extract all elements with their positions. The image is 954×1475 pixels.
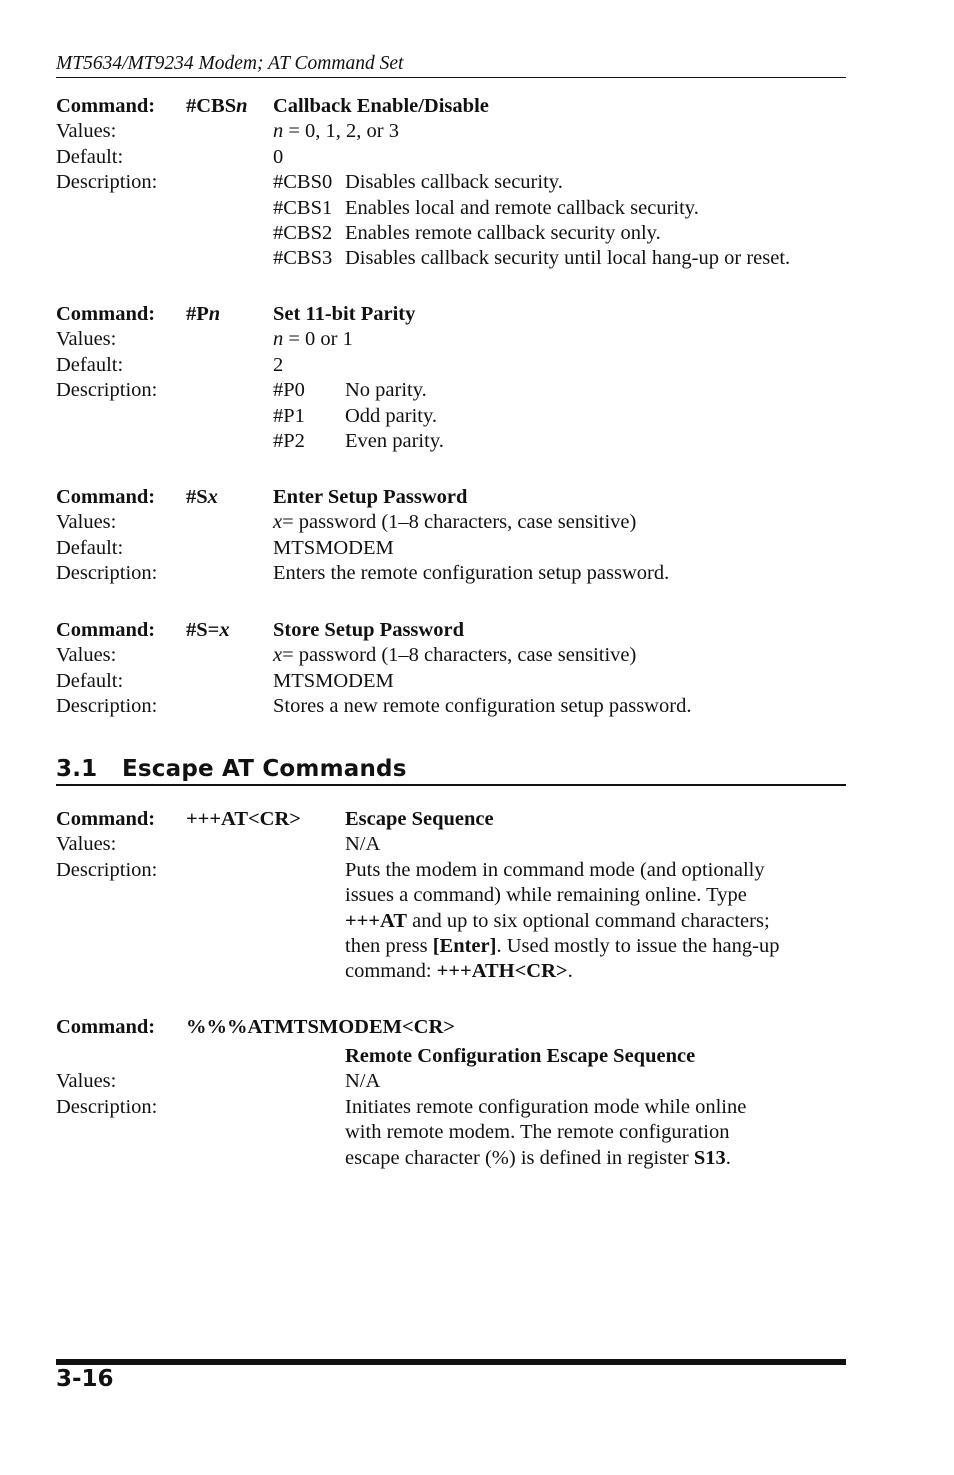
description-line: Initiates remote configuration mode while online [345, 1095, 747, 1118]
command-title: Enter Setup Password [273, 486, 468, 508]
values-text: n = 0, 1, 2, or 3 [273, 120, 400, 143]
description-text: Enters the remote configuration setup password. [273, 562, 670, 585]
description-line: Puts the modem in command mode (and optionally [345, 858, 765, 881]
command-title: Set 11-bit Parity [273, 303, 416, 325]
default-value: MTSMODEM [273, 669, 394, 692]
description-text: Stores a new remote configuration setup password. [273, 695, 692, 718]
description-label: Description: [56, 562, 158, 585]
default-value: 0 [273, 145, 284, 168]
values-text: N/A [345, 1070, 381, 1093]
default-label: Default: [56, 353, 124, 376]
option-code: #P0 [273, 379, 305, 402]
description-label: Description: [56, 695, 158, 718]
values-label: Values: [56, 120, 117, 143]
option-text: Disables callback security until local hang-up or reset. [345, 247, 791, 270]
values-label: Values: [56, 644, 117, 667]
option-code: #CBS3 [273, 247, 333, 270]
running-header: MT5634/MT9234 Modem; AT Command Set [56, 52, 846, 78]
command-label: Command: [56, 808, 156, 830]
option-text: Enables local and remote callback security. [345, 196, 699, 219]
command-label: Command: [56, 486, 156, 508]
description-label: Description: [56, 1095, 158, 1118]
default-label: Default: [56, 669, 124, 692]
default-label: Default: [56, 145, 124, 168]
option-text: Even parity. [345, 429, 444, 452]
command-label: Command: [56, 619, 156, 641]
command-block-enter-password [56, 485, 846, 587]
description-label: Description: [56, 171, 158, 194]
command-label: Command: [56, 303, 156, 325]
command-title: Callback Enable/Disable [273, 95, 489, 117]
option-code: #CBS2 [273, 221, 333, 244]
page-number: 3-16 [56, 1366, 114, 1392]
command-block-store-password [56, 618, 846, 720]
footer-rule [56, 1359, 846, 1365]
option-code: #CBS0 [273, 171, 333, 194]
description-line: escape character (%) is defined in register S13. [345, 1146, 731, 1169]
section-title: Escape AT Commands [122, 756, 407, 782]
values-label: Values: [56, 1070, 117, 1093]
description-label: Description: [56, 379, 158, 402]
section-number: 3.1 [56, 756, 98, 782]
values-text: n = 0 or 1 [273, 328, 353, 351]
command-name: #S=x [186, 619, 230, 641]
command-name: +++AT<CR> [186, 808, 301, 830]
command-label: Command: [56, 1016, 156, 1038]
description-line: issues a command) while remaining online. Type [345, 884, 747, 907]
option-text: Enables remote callback security only. [345, 221, 661, 244]
command-name: #CBSn [186, 95, 248, 117]
option-code: #P1 [273, 404, 305, 427]
command-title: Escape Sequence [345, 808, 494, 830]
values-text: x= password (1–8 characters, case sensitive) [273, 644, 637, 667]
values-label: Values: [56, 833, 117, 856]
values-label: Values: [56, 511, 117, 534]
default-label: Default: [56, 536, 124, 559]
section-heading [56, 754, 846, 786]
values-text: x= password (1–8 characters, case sensitive) [273, 511, 637, 534]
values-text: N/A [345, 833, 381, 856]
description-line: with remote modem. The remote configuration [345, 1121, 730, 1144]
command-block-escape-sequence [56, 807, 846, 985]
description-line: command: +++ATH<CR>. [345, 960, 573, 983]
command-name: %%%ATMTSMODEM<CR> [186, 1016, 455, 1038]
description-line: then press [Enter]. Used mostly to issue the hang-up [345, 934, 780, 957]
command-name: #Sx [186, 486, 218, 508]
command-name: #Pn [186, 303, 221, 325]
default-value: 2 [273, 353, 284, 376]
command-title: Remote Configuration Escape Sequence [345, 1045, 696, 1067]
command-block-cbs [56, 94, 846, 272]
values-label: Values: [56, 328, 117, 351]
default-value: MTSMODEM [273, 536, 394, 559]
command-block-parity [56, 302, 846, 454]
description-line: +++AT and up to six optional command characters; [345, 909, 770, 932]
option-text: No parity. [345, 379, 427, 402]
option-code: #CBS1 [273, 196, 333, 219]
option-code: #P2 [273, 429, 305, 452]
command-title: Store Setup Password [273, 619, 464, 641]
command-label: Command: [56, 95, 156, 117]
option-text: Odd parity. [345, 404, 438, 427]
description-label: Description: [56, 858, 158, 881]
command-block-remote-escape [56, 1015, 846, 1171]
option-text: Disables callback security. [345, 171, 563, 194]
